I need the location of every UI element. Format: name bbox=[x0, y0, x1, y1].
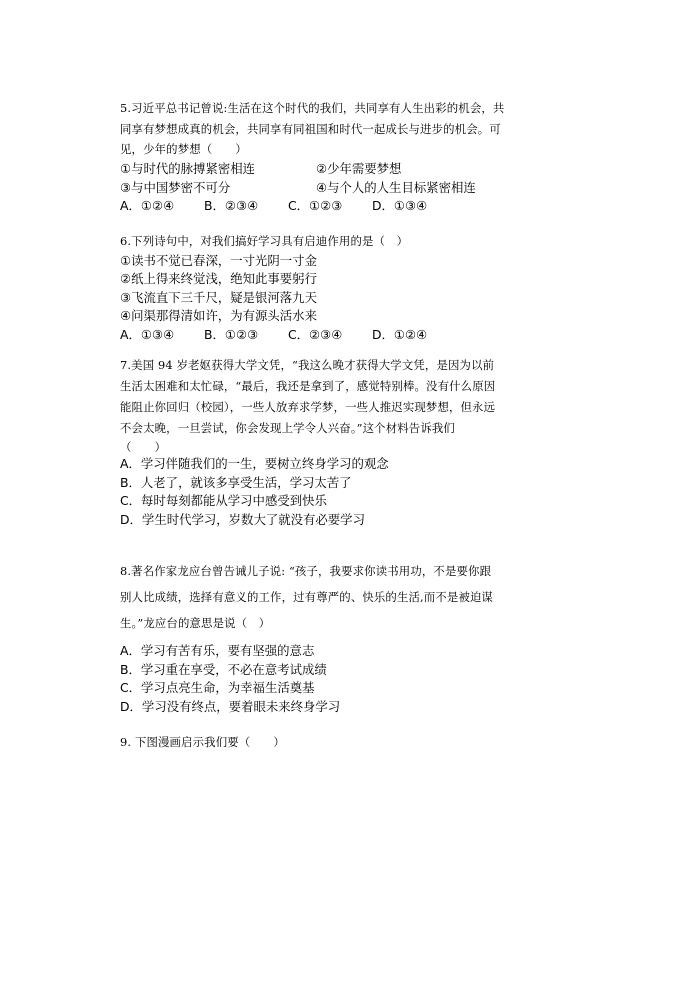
q6-stem: 6.下列诗句中，对我们搞好学习具有启迪作用的是（ ） bbox=[120, 234, 409, 248]
q7-stem-line: 7.美国 94 岁老妪获得大学文凭，“我这么晚才获得大学文凭，是因为以前 bbox=[120, 358, 495, 372]
q8-stem-line: 生。”龙应台的意思是说（ ） bbox=[120, 616, 271, 630]
q8-option-b: B．学习重在享受，不必在意考试成绩 bbox=[120, 661, 327, 677]
q5-statement-row bbox=[120, 179, 582, 198]
q5-choice-a: A．①②④ bbox=[120, 198, 175, 213]
q6-choice-a: A．①③④ bbox=[120, 326, 175, 342]
q6-choice-c: C．②③④ bbox=[288, 326, 343, 342]
q5-stem-line: 同享有梦想成真的机会，共同享有同祖国和时代一起成长与进步的机会。可 bbox=[120, 122, 501, 136]
q5-statement: ④与个人的人生目标紧密相连 bbox=[316, 179, 476, 195]
q7-stem-line: （ ） bbox=[120, 440, 167, 454]
question-8 bbox=[120, 558, 582, 716]
q6-statement: ③飞流直下三千尺，疑是银河落九天 bbox=[120, 289, 317, 305]
q5-statement: ②少年需要梦想 bbox=[316, 161, 402, 176]
q7-option-d: D．学生时代学习，岁数大了就没有必要学习 bbox=[120, 511, 365, 527]
q5-choice-b: B．②③④ bbox=[204, 198, 259, 213]
q7-option-b: B．人老了，就该多享受生活，学习太苦了 bbox=[120, 474, 352, 490]
q6-choices bbox=[120, 326, 582, 345]
q6-choice-b: B．①②③ bbox=[204, 326, 259, 342]
q7-stem-line: 能阻止你回归（校园），一些人放弃求学梦，一些人推迟实现梦想，但永远 bbox=[120, 400, 496, 414]
question-7 bbox=[120, 355, 582, 529]
q8-option-d: D．学习没有终点，要着眼未来终身学习 bbox=[120, 698, 341, 714]
question-5 bbox=[120, 98, 582, 216]
q5-statement: ③与中国梦密不可分 bbox=[120, 179, 231, 195]
q5-choices bbox=[120, 197, 582, 216]
q6-statement: ②纸上得来终觉浅，绝知此事要躬行 bbox=[120, 271, 317, 286]
q5-choice-d: D．①③④ bbox=[372, 198, 428, 213]
q6-choice-d: D．①②④ bbox=[372, 326, 428, 342]
q6-statement: ④问渠那得清如许，为有源头活水来 bbox=[120, 308, 317, 323]
question-9 bbox=[120, 733, 582, 753]
q9-stem: 9. 下图漫画启示我们要（ ） bbox=[120, 735, 285, 749]
q6-statement: ①读书不觉已春深，一寸光阴一寸金 bbox=[120, 252, 317, 268]
q8-stem-line: 别人比成绩，选择有意义的工作，过有尊严的、快乐的生活,而不是被迫谋 bbox=[120, 590, 494, 604]
q8-option-a: A．学习有苦有乐，要有坚强的意志 bbox=[120, 643, 315, 658]
q5-statement-row bbox=[120, 160, 582, 179]
q7-stem-line: 生活太困难和太忙碌，“最后，我还是拿到了，感觉特别棒。没有什么原因 bbox=[120, 379, 496, 393]
q7-option-c: C．每时每刻都能从学习中感受到快乐 bbox=[120, 493, 327, 508]
q7-stem-line: 不会太晚，一旦尝试，你会发现上学令人兴奋。”这个材料告诉我们 bbox=[120, 421, 455, 435]
q5-stem-line: 5.习近平总书记曾说:生活在这个时代的我们，共同享有人生出彩的机会，共 bbox=[120, 101, 505, 115]
q5-statement: ①与时代的脉搏紧密相连 bbox=[120, 161, 256, 176]
q7-option-a: A．学习伴随我们的一生，要树立终身学习的观念 bbox=[120, 456, 389, 471]
q8-stem-line: 8.著名作家龙应台曾告诫儿子说: “孩子，我要求你读书用功，不是要你跟 bbox=[120, 564, 492, 578]
q8-option-c: C．学习点亮生命，为幸福生活奠基 bbox=[120, 680, 315, 695]
q5-choice-c: C．①②③ bbox=[288, 198, 343, 213]
q5-stem-line: 见，少年的梦想（ ） bbox=[120, 142, 247, 156]
question-6 bbox=[120, 232, 582, 344]
